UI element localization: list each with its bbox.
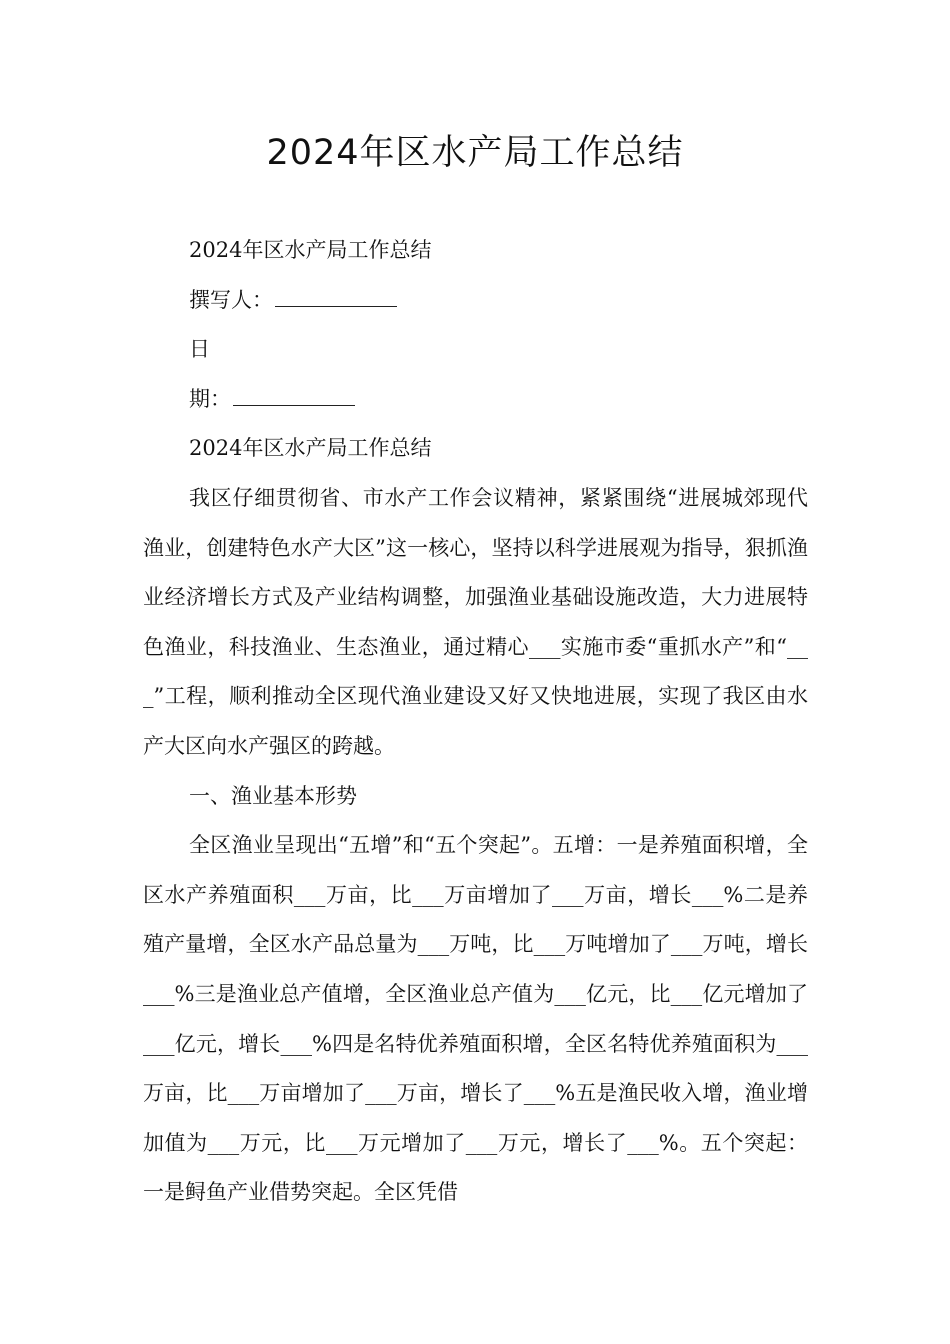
date-line: [143, 375, 808, 425]
date-label-line1: 日: [189, 337, 210, 362]
author-label: 撰写人：: [189, 287, 273, 312]
heading-repeat: 2024年区水产局工作总结: [189, 436, 432, 461]
date-blank: [233, 387, 355, 406]
document-body: [143, 226, 808, 1218]
paragraph-situation: 全区渔业呈现出“五增”和“五个突起”。五增：一是养殖面积增，全区水产养殖面积___万亩，比___万亩增加了___万亩，增长___%二是养殖产量增，全区水产品总量为___万吨，比___万吨增加了___万吨，增长___%三是渔业总产值增，全区渔业总产值为___亿元，比___亿元增加了___亿元，增长___%四是名特优养殖面积增，全区名特优养殖面积为___万亩，比___万亩增加了___万亩，增长了___%五是渔民收入增，渔业增加值为___万元，比___万元增加了___万元，增长了___%。五个突起：一是鲟鱼产业借势突起。全区凭借: [143, 833, 808, 1205]
author-blank: [275, 288, 397, 307]
document-title: 2024年区水产局工作总结: [266, 133, 684, 173]
date-label: 期：: [189, 386, 231, 411]
section-heading: 一、渔业基本形势: [189, 783, 357, 808]
author-line: [143, 276, 808, 326]
paragraph-intro: 我区仔细贯彻省、市水产工作会议精神，紧紧围绕“进展城郊现代渔业，创建特色水产大区”这一核心，坚持以科学进展观为指导，狠抓渔业经济增长方式及产业结构调整，加强渔业基础设施改造，大力进展特色渔业，科技渔业、生态渔业，通过精心___实施市委“重抓水产”和“___”工程，顺利推动全区现代渔业建设又好又快地进展，实现了我区由水产大区向水产强区的跨越。: [143, 485, 808, 758]
document-subtitle: 2024年区水产局工作总结: [189, 238, 432, 262]
